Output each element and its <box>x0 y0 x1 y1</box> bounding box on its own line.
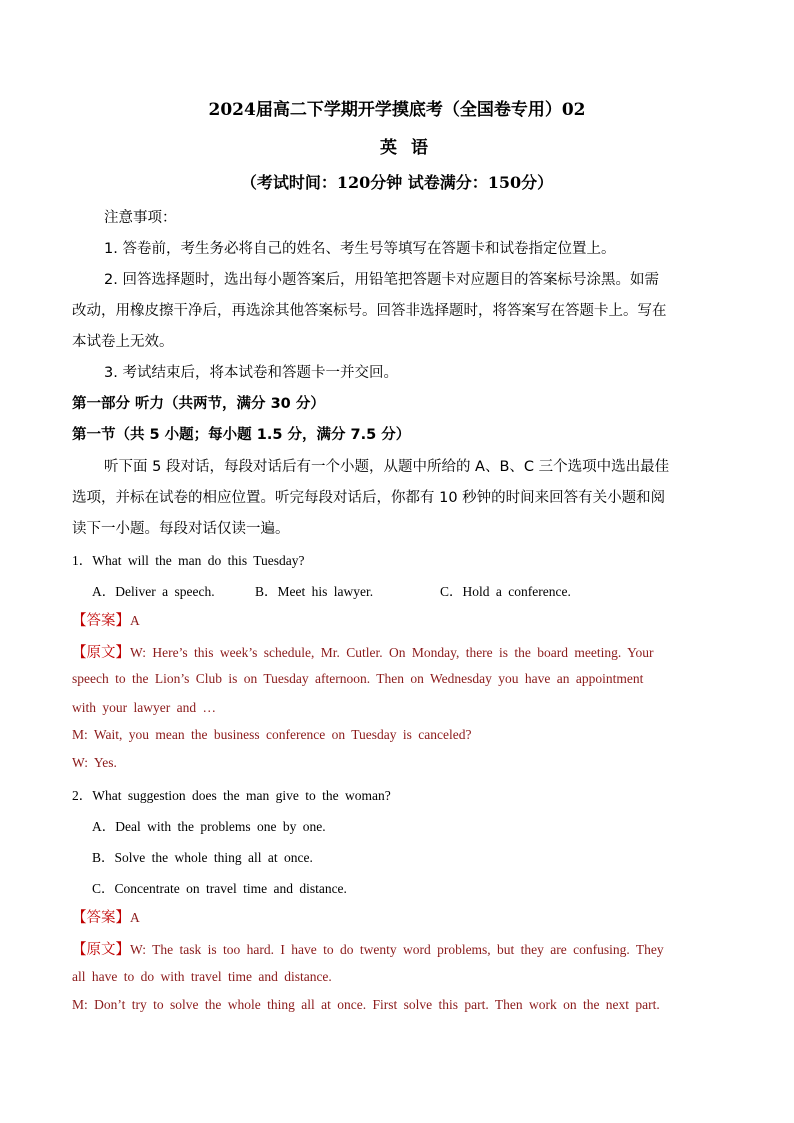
q2-answer: A <box>130 910 140 925</box>
instructions-line-1: 听下面 5 段对话，每段对话后有一个小题，从题中所给的 A、B、C 三个选项中选出最佳 <box>104 459 670 475</box>
q1-transcript-line-5: W: Yes. <box>72 755 117 770</box>
q2-transcript-row-1 <box>72 938 664 959</box>
notice-item-2-line-3: 本试卷上无效。 <box>72 334 174 350</box>
q1-transcript-line-4: M: Wait, you mean the business conference on Tuesday is canceled? <box>72 727 472 742</box>
subject-title: 英语 <box>380 138 442 158</box>
q1-transcript-row-1 <box>72 641 654 662</box>
q2-answer-label: 【答案】 <box>72 910 130 926</box>
q2-transcript-line-2: all have to do with travel time and distance. <box>72 969 332 984</box>
q2-question: 2．What suggestion does the man give to the woman? <box>72 788 391 803</box>
q2-option-b: B．Solve the whole thing all at once. <box>92 850 313 865</box>
q1-transcript-line-3: with your lawyer and … <box>72 700 216 715</box>
instructions-line-2: 选项，并标在试卷的相应位置。听完每段对话后，你都有 10 秒钟的时间来回答有关小题和阅 <box>72 490 666 506</box>
q1-question: 1．What will the man do this Tuesday? <box>72 553 305 568</box>
notice-item-2-line-1: 2. 回答选择题时，选出每小题答案后，用铅笔把答题卡对应题目的答案标号涂黑。如需 <box>104 272 659 288</box>
q2-transcript-label: 【原文】 <box>72 942 130 958</box>
q1-answer-label: 【答案】 <box>72 613 130 629</box>
q2-option-a: A．Deal with the problems one by one. <box>92 819 326 834</box>
notice-heading: 注意事项： <box>104 210 177 226</box>
q1-transcript-line-2: speech to the Lion’s Club is on Tuesday afternoon. Then on Wednesday you have an appointment <box>72 671 644 686</box>
q1-option-a: A．Deliver a speech. <box>92 584 215 599</box>
q1-answer-row <box>72 609 140 630</box>
q1-option-c: C．Hold a conference. <box>440 584 571 599</box>
section1-heading: 第一节（共 5 小题；每小题 1.5 分，满分 7.5 分） <box>72 427 411 443</box>
q1-answer: A <box>130 613 140 628</box>
notice-item-3: 3. 考试结束后，将本试卷和答题卡一并交回。 <box>104 365 398 381</box>
q2-option-c: C．Concentrate on travel time and distance. <box>92 881 347 896</box>
q2-transcript-line-3: M: Don’t try to solve the whole thing all at once. First solve this part. Then work on the next part. <box>72 997 660 1012</box>
q1-transcript-label: 【原文】 <box>72 645 130 661</box>
notice-item-1: 1. 答卷前，考生务必将自己的姓名、考生号等填写在答题卡和试卷指定位置上。 <box>104 241 616 257</box>
q1-transcript-line-1: W: Here’s this week’s schedule, Mr. Cutler. On Monday, there is the board meeting. Your <box>130 645 654 660</box>
instructions-line-3: 读下一小题。每段对话仅读一遍。 <box>72 521 290 537</box>
q2-answer-row <box>72 906 140 927</box>
part1-heading: 第一部分 听力（共两节，满分 30 分） <box>72 396 325 412</box>
exam-info: （考试时间：120分钟 试卷满分：150分） <box>240 173 554 192</box>
q2-transcript-line-1: W: The task is too hard. I have to do twenty word problems, but they are confusing. They <box>130 942 664 957</box>
notice-item-2-line-2: 改动，用橡皮擦干净后，再选涂其他答案标号。回答非选择题时，将答案写在答题卡上。写在 <box>72 303 667 319</box>
exam-title: 2024届高二下学期开学摸底考（全国卷专用）02 <box>208 100 586 120</box>
q1-option-b: B．Meet his lawyer. <box>255 584 374 599</box>
